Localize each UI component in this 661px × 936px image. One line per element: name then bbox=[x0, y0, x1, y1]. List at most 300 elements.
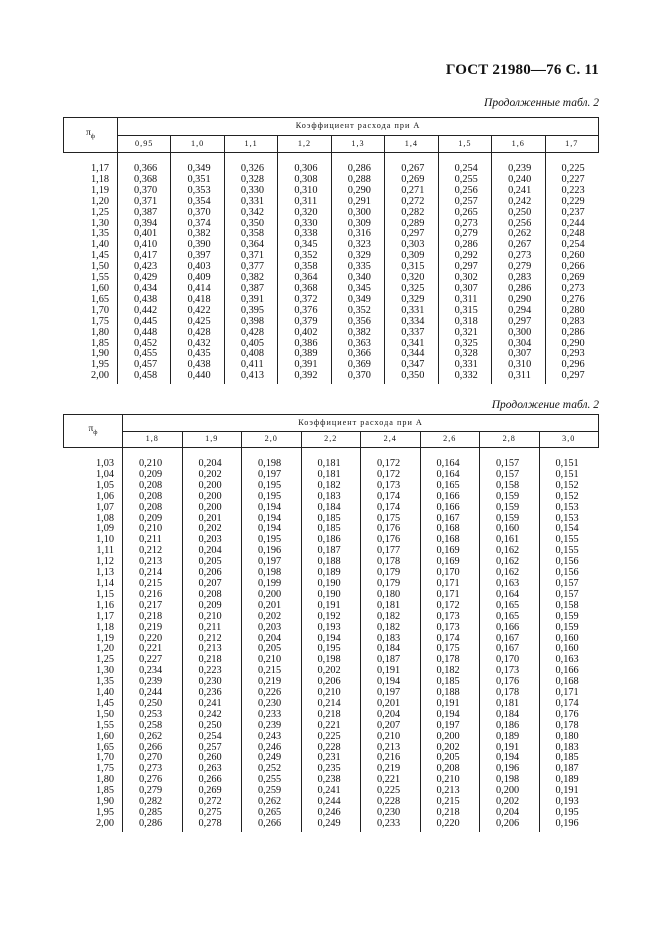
coefficient-cell: 0,162 bbox=[480, 557, 540, 568]
coefficient-cell: 0,438 bbox=[171, 360, 224, 371]
coefficient-cell: 0,178 bbox=[539, 721, 599, 732]
coefficient-cell: 0,178 bbox=[420, 655, 480, 666]
coefficient-cell: 0,258 bbox=[123, 721, 183, 732]
coefficient-cell: 0,323 bbox=[331, 240, 384, 251]
coefficient-cell: 0,203 bbox=[182, 535, 242, 546]
coefficient-cell: 0,311 bbox=[278, 197, 331, 208]
coefficient-cell: 0,371 bbox=[118, 197, 171, 208]
coefficient-cell: 0,168 bbox=[420, 535, 480, 546]
pressure-ratio-cell: 1,12 bbox=[95, 556, 114, 568]
coefficient-cell: 0,194 bbox=[242, 524, 302, 535]
table-row bbox=[64, 732, 599, 743]
coefficient-cell: 0,205 bbox=[242, 644, 302, 655]
coefficient-cell: 0,185 bbox=[301, 524, 361, 535]
coefficient-cell: 0,255 bbox=[242, 775, 302, 786]
coefficient-cell: 0,207 bbox=[182, 579, 242, 590]
coefficient-cell: 0,266 bbox=[123, 743, 183, 754]
coefficient-cell: 0,289 bbox=[385, 219, 438, 230]
pressure-ratio-cell: 1,03 bbox=[95, 458, 114, 469]
coefficient-cell: 0,246 bbox=[242, 743, 302, 754]
coefficient-cell: 0,172 bbox=[420, 601, 480, 612]
coefficient-cell: 0,159 bbox=[480, 503, 540, 514]
coefficient-cell: 0,241 bbox=[492, 186, 545, 197]
pressure-ratio-cell: 1,85 bbox=[95, 785, 114, 797]
coefficient-cell: 0,288 bbox=[331, 175, 384, 186]
coefficient-cell: 0,286 bbox=[545, 328, 599, 339]
coefficient-cell: 0,243 bbox=[242, 732, 302, 743]
pressure-ratio-cell: 1,55 bbox=[90, 272, 109, 284]
coefficient-cell: 0,200 bbox=[420, 732, 480, 743]
coefficient-cell: 0,173 bbox=[420, 623, 480, 634]
pressure-ratio-symbol: π bbox=[85, 127, 91, 138]
pressure-ratio-cell: 2,00 bbox=[95, 817, 114, 829]
coefficient-cell: 0,286 bbox=[331, 153, 384, 175]
coefficient-cell: 0,209 bbox=[182, 601, 242, 612]
coefficient-cell: 0,448 bbox=[118, 328, 171, 339]
coefficient-cell: 0,217 bbox=[123, 601, 183, 612]
coefficient-cell: 0,282 bbox=[123, 797, 183, 808]
coefficient-cell: 0,350 bbox=[224, 219, 277, 230]
coefficient-cell: 0,189 bbox=[480, 732, 540, 743]
coefficient-cell: 0,169 bbox=[420, 546, 480, 557]
coefficient-cell: 0,240 bbox=[492, 175, 545, 186]
coefficient-cell: 0,394 bbox=[118, 219, 171, 230]
coefficient-cell: 0,206 bbox=[301, 677, 361, 688]
coefficient-cell: 0,260 bbox=[182, 753, 242, 764]
coefficient-cell: 0,223 bbox=[182, 666, 242, 677]
coefficient-cell: 0,344 bbox=[385, 349, 438, 360]
coefficient-cell: 0,190 bbox=[301, 590, 361, 601]
coefficient-cell: 0,438 bbox=[118, 295, 171, 306]
coefficient-cell: 0,273 bbox=[438, 219, 491, 230]
column-header-a-value: 2,2 bbox=[301, 432, 361, 448]
coefficient-cell: 0,213 bbox=[420, 786, 480, 797]
coefficient-cell: 0,272 bbox=[385, 197, 438, 208]
coefficient-cell: 0,156 bbox=[539, 557, 599, 568]
coefficient-cell: 0,414 bbox=[171, 284, 224, 295]
coefficient-cell: 0,283 bbox=[545, 317, 599, 328]
coefficient-cell: 0,163 bbox=[480, 579, 540, 590]
coefficient-cell: 0,236 bbox=[182, 688, 242, 699]
coefficient-cell: 0,226 bbox=[242, 688, 302, 699]
coefficient-cell: 0,178 bbox=[480, 688, 540, 699]
coefficient-cell: 0,202 bbox=[242, 612, 302, 623]
coefficient-cell: 0,185 bbox=[539, 753, 599, 764]
coefficient-cell: 0,267 bbox=[492, 240, 545, 251]
coefficient-cell: 0,176 bbox=[361, 535, 421, 546]
coefficient-cell: 0,179 bbox=[361, 568, 421, 579]
coefficient-cell: 0,423 bbox=[118, 262, 171, 273]
coefficient-cell: 0,233 bbox=[361, 819, 421, 832]
coefficient-cell: 0,152 bbox=[539, 492, 599, 503]
coefficient-cell: 0,204 bbox=[361, 710, 421, 721]
coefficient-cell: 0,171 bbox=[420, 579, 480, 590]
coefficient-cell: 0,321 bbox=[438, 328, 491, 339]
pressure-ratio-cell: 1,45 bbox=[90, 250, 109, 262]
coefficient-cell: 0,151 bbox=[539, 448, 599, 470]
coefficient-cell: 0,325 bbox=[385, 284, 438, 295]
coefficient-cell: 0,198 bbox=[242, 448, 302, 470]
coefficient-cell: 0,315 bbox=[438, 306, 491, 317]
coefficient-cell: 0,372 bbox=[278, 295, 331, 306]
coefficient-cell: 0,198 bbox=[242, 568, 302, 579]
coefficient-cell: 0,165 bbox=[420, 481, 480, 492]
coefficient-cell: 0,440 bbox=[171, 371, 224, 384]
table-row bbox=[64, 153, 599, 175]
coefficient-cell: 0,200 bbox=[182, 503, 242, 514]
column-header-a-value: 2,4 bbox=[361, 432, 421, 448]
coefficient-cell: 0,294 bbox=[492, 306, 545, 317]
column-header-a-value: 1,6 bbox=[492, 136, 545, 153]
pressure-ratio-cell: 1,20 bbox=[90, 195, 109, 207]
coefficient-cell: 0,238 bbox=[301, 775, 361, 786]
coefficient-cell: 0,428 bbox=[171, 328, 224, 339]
coefficient-cell: 0,387 bbox=[118, 208, 171, 219]
coefficient-cell: 0,196 bbox=[539, 819, 599, 832]
coefficient-cell: 0,204 bbox=[182, 448, 242, 470]
coefficient-cell: 0,185 bbox=[420, 677, 480, 688]
coefficient-cell: 0,417 bbox=[118, 251, 171, 262]
coefficient-cell: 0,262 bbox=[242, 797, 302, 808]
coefficient-cell: 0,187 bbox=[539, 764, 599, 775]
coefficient-cell: 0,212 bbox=[182, 634, 242, 645]
pressure-ratio-cell: 1,05 bbox=[95, 479, 114, 491]
coefficient-cell: 0,331 bbox=[224, 197, 277, 208]
coefficient-cell: 0,175 bbox=[420, 644, 480, 655]
coefficient-cell: 0,356 bbox=[331, 317, 384, 328]
column-header-a-value: 3,0 bbox=[539, 432, 599, 448]
coefficient-cell: 0,370 bbox=[118, 186, 171, 197]
coefficient-cell: 0,315 bbox=[385, 262, 438, 273]
coefficient-cell: 0,208 bbox=[123, 492, 183, 503]
coefficient-cell: 0,307 bbox=[438, 284, 491, 295]
coefficient-cell: 0,279 bbox=[492, 262, 545, 273]
coefficient-cell: 0,154 bbox=[539, 524, 599, 535]
coefficient-cell: 0,165 bbox=[480, 601, 540, 612]
coefficient-cell: 0,271 bbox=[385, 186, 438, 197]
coefficient-cell: 0,195 bbox=[242, 481, 302, 492]
coefficient-cell: 0,239 bbox=[242, 721, 302, 732]
coefficient-cell: 0,206 bbox=[480, 819, 540, 832]
coefficient-cell: 0,325 bbox=[438, 339, 491, 350]
coefficient-cell: 0,170 bbox=[420, 568, 480, 579]
coefficient-cell: 0,161 bbox=[480, 535, 540, 546]
coefficient-cell: 0,320 bbox=[278, 208, 331, 219]
pressure-ratio-cell: 1,09 bbox=[95, 523, 114, 535]
coefficient-cell: 0,195 bbox=[242, 492, 302, 503]
coefficient-cell: 0,230 bbox=[182, 677, 242, 688]
coefficient-cell: 0,366 bbox=[118, 153, 171, 175]
coefficient-cell: 0,401 bbox=[118, 229, 171, 240]
coefficient-cell: 0,195 bbox=[242, 535, 302, 546]
coefficient-cell: 0,208 bbox=[123, 503, 183, 514]
pressure-ratio-cell: 1,70 bbox=[95, 752, 114, 764]
coefficient-cell: 0,435 bbox=[171, 349, 224, 360]
coefficient-cell: 0,183 bbox=[361, 634, 421, 645]
coefficient-cell: 0,181 bbox=[361, 601, 421, 612]
table-row bbox=[64, 819, 599, 832]
coefficient-cell: 0,170 bbox=[480, 655, 540, 666]
coefficient-cell: 0,208 bbox=[182, 590, 242, 601]
coefficient-cell: 0,376 bbox=[278, 306, 331, 317]
coefficient-cell: 0,231 bbox=[301, 753, 361, 764]
coefficient-cell: 0,342 bbox=[224, 208, 277, 219]
coefficient-cell: 0,167 bbox=[420, 514, 480, 525]
pressure-ratio-cell: 1,65 bbox=[90, 293, 109, 305]
coefficient-cell: 0,292 bbox=[438, 251, 491, 262]
coefficient-cell: 0,429 bbox=[118, 273, 171, 284]
coefficient-cell: 0,255 bbox=[438, 175, 491, 186]
coefficient-cell: 0,269 bbox=[182, 786, 242, 797]
coefficient-cell: 0,200 bbox=[182, 492, 242, 503]
coefficient-cell: 0,234 bbox=[123, 666, 183, 677]
coefficient-cell: 0,219 bbox=[242, 677, 302, 688]
pressure-ratio-cell: 1,80 bbox=[90, 326, 109, 338]
coefficient-cell: 0,176 bbox=[361, 524, 421, 535]
coefficient-cell: 0,249 bbox=[242, 753, 302, 764]
coefficient-cell: 0,191 bbox=[361, 666, 421, 677]
coefficient-cell: 0,166 bbox=[539, 666, 599, 677]
coefficient-cell: 0,176 bbox=[539, 710, 599, 721]
coefficient-cell: 0,203 bbox=[242, 623, 302, 634]
pressure-ratio-subscript: ф bbox=[93, 428, 98, 436]
coefficient-cell: 0,338 bbox=[278, 229, 331, 240]
coefficient-cell: 0,204 bbox=[242, 634, 302, 645]
pressure-ratio-header bbox=[64, 118, 118, 153]
coefficient-cell: 0,174 bbox=[420, 634, 480, 645]
table1-continuation-note: Продолженные табл. 2 bbox=[484, 97, 599, 109]
pressure-ratio-cell: 1,08 bbox=[95, 512, 114, 524]
coefficient-cell: 0,185 bbox=[301, 514, 361, 525]
pressure-ratio-cell: 1,70 bbox=[90, 304, 109, 316]
coefficient-cell: 0,458 bbox=[118, 371, 171, 384]
coefficient-cell: 0,279 bbox=[123, 786, 183, 797]
coefficient-cell: 0,273 bbox=[492, 251, 545, 262]
coefficient-cell: 0,254 bbox=[438, 153, 491, 175]
coefficient-cell: 0,349 bbox=[331, 295, 384, 306]
coefficient-cell: 0,172 bbox=[361, 448, 421, 470]
coefficient-cell: 0,302 bbox=[438, 273, 491, 284]
coefficient-cell: 0,193 bbox=[539, 797, 599, 808]
pressure-ratio-cell: 1,19 bbox=[90, 184, 109, 196]
coefficient-cell: 0,171 bbox=[539, 688, 599, 699]
coefficient-cell: 0,159 bbox=[539, 612, 599, 623]
pressure-ratio-cell: 1,50 bbox=[90, 261, 109, 273]
coefficient-cell: 0,308 bbox=[278, 175, 331, 186]
coefficient-cell: 0,330 bbox=[224, 186, 277, 197]
coefficient-cell: 0,382 bbox=[224, 273, 277, 284]
coefficient-cell: 0,218 bbox=[301, 710, 361, 721]
pressure-ratio-cell: 1,50 bbox=[95, 708, 114, 720]
coefficient-cell: 0,304 bbox=[492, 339, 545, 350]
coefficient-cell: 0,254 bbox=[182, 732, 242, 743]
table-row bbox=[64, 197, 599, 208]
coefficient-cell: 0,155 bbox=[539, 535, 599, 546]
coefficient-cell: 0,352 bbox=[331, 306, 384, 317]
coefficient-cell: 0,331 bbox=[385, 306, 438, 317]
pressure-ratio-cell: 1,10 bbox=[95, 534, 114, 546]
pressure-ratio-cell: 1,90 bbox=[90, 348, 109, 360]
coefficient-cell: 0,216 bbox=[123, 590, 183, 601]
coefficient-cell: 0,366 bbox=[331, 349, 384, 360]
coefficient-cell: 0,194 bbox=[361, 677, 421, 688]
coefficient-cell: 0,337 bbox=[385, 328, 438, 339]
coefficient-cell: 0,171 bbox=[420, 590, 480, 601]
coefficient-cell: 0,152 bbox=[539, 481, 599, 492]
coefficient-cell: 0,159 bbox=[480, 514, 540, 525]
coefficient-cell: 0,306 bbox=[278, 153, 331, 175]
coefficient-cell: 0,270 bbox=[123, 753, 183, 764]
discharge-coefficient-table-2 bbox=[63, 414, 599, 832]
coefficient-cell: 0,160 bbox=[539, 634, 599, 645]
pressure-ratio-cell: 2,00 bbox=[90, 370, 109, 382]
coefficient-cell: 0,457 bbox=[118, 360, 171, 371]
coefficient-cell: 0,330 bbox=[278, 219, 331, 230]
coefficient-cell: 0,230 bbox=[242, 699, 302, 710]
coefficient-cell: 0,202 bbox=[182, 524, 242, 535]
coefficient-cell: 0,181 bbox=[301, 448, 361, 470]
coefficient-cell: 0,184 bbox=[480, 710, 540, 721]
coefficient-cell: 0,282 bbox=[385, 208, 438, 219]
coefficient-cell: 0,283 bbox=[492, 273, 545, 284]
coefficient-cell: 0,391 bbox=[278, 360, 331, 371]
coefficient-cell: 0,329 bbox=[385, 295, 438, 306]
pressure-ratio-cell: 1,35 bbox=[95, 676, 114, 688]
coefficient-cell: 0,221 bbox=[123, 644, 183, 655]
coefficient-cell: 0,244 bbox=[123, 688, 183, 699]
coefficient-cell: 0,180 bbox=[361, 590, 421, 601]
coefficient-cell: 0,208 bbox=[420, 764, 480, 775]
coefficient-cell: 0,318 bbox=[438, 317, 491, 328]
coefficient-cell: 0,370 bbox=[331, 371, 384, 384]
pressure-ratio-cell: 1,65 bbox=[95, 741, 114, 753]
coefficient-cell: 0,225 bbox=[361, 786, 421, 797]
coefficient-cell: 0,204 bbox=[480, 808, 540, 819]
coefficient-cell: 0,275 bbox=[182, 808, 242, 819]
pressure-ratio-cell: 1,40 bbox=[90, 239, 109, 251]
coefficient-cell: 0,300 bbox=[331, 208, 384, 219]
coefficient-cell: 0,201 bbox=[361, 699, 421, 710]
coefficient-cell: 0,186 bbox=[301, 535, 361, 546]
coefficient-cell: 0,196 bbox=[242, 546, 302, 557]
column-header-a-value: 1,3 bbox=[331, 136, 384, 153]
coefficient-cell: 0,273 bbox=[545, 284, 599, 295]
coefficient-cell: 0,286 bbox=[123, 819, 183, 832]
coefficient-cell: 0,266 bbox=[545, 262, 599, 273]
coefficient-cell: 0,201 bbox=[182, 514, 242, 525]
coefficient-cell: 0,425 bbox=[171, 317, 224, 328]
coefficient-cell: 0,151 bbox=[539, 470, 599, 481]
pressure-ratio-cell: 1,17 bbox=[90, 163, 109, 174]
coefficient-cell: 0,201 bbox=[242, 601, 302, 612]
table-row bbox=[64, 492, 599, 503]
coefficient-cell: 0,345 bbox=[331, 284, 384, 295]
coefficient-cell: 0,428 bbox=[224, 328, 277, 339]
coefficient-cell: 0,205 bbox=[182, 557, 242, 568]
coefficient-cell: 0,187 bbox=[361, 655, 421, 666]
column-header-a-value: 1,2 bbox=[278, 136, 331, 153]
coefficient-cell: 0,184 bbox=[361, 644, 421, 655]
coefficient-cell: 0,286 bbox=[492, 284, 545, 295]
pressure-ratio-cell: 1,25 bbox=[90, 206, 109, 218]
coefficient-cell: 0,320 bbox=[385, 273, 438, 284]
coefficient-cell: 0,347 bbox=[385, 360, 438, 371]
coefficient-cell: 0,210 bbox=[361, 732, 421, 743]
coefficient-cell: 0,159 bbox=[539, 623, 599, 634]
coefficient-cell: 0,351 bbox=[171, 175, 224, 186]
coefficient-cell: 0,195 bbox=[539, 808, 599, 819]
coefficient-cell: 0,225 bbox=[301, 732, 361, 743]
coefficient-cell: 0,250 bbox=[182, 721, 242, 732]
coefficient-cell: 0,328 bbox=[438, 349, 491, 360]
coefficient-cell: 0,216 bbox=[361, 753, 421, 764]
coefficient-cell: 0,233 bbox=[242, 710, 302, 721]
coefficient-cell: 0,452 bbox=[118, 339, 171, 350]
coefficient-cell: 0,202 bbox=[301, 666, 361, 677]
coefficient-cell: 0,369 bbox=[331, 360, 384, 371]
coefficient-cell: 0,182 bbox=[361, 612, 421, 623]
coefficient-cell: 0,265 bbox=[438, 208, 491, 219]
coefficient-cell: 0,167 bbox=[480, 644, 540, 655]
coefficient-cell: 0,190 bbox=[301, 579, 361, 590]
coefficient-cell: 0,256 bbox=[492, 219, 545, 230]
coefficient-cell: 0,290 bbox=[545, 339, 599, 350]
coefficient-cell: 0,364 bbox=[224, 240, 277, 251]
column-header-a-value: 1,7 bbox=[545, 136, 599, 153]
coefficient-cell: 0,157 bbox=[539, 579, 599, 590]
pressure-ratio-cell: 1,40 bbox=[95, 687, 114, 699]
coefficient-cell: 0,206 bbox=[182, 568, 242, 579]
coefficient-cell: 0,164 bbox=[420, 448, 480, 470]
table2-continuation-note: Продолжение табл. 2 bbox=[491, 399, 599, 411]
pressure-ratio-cell: 1,04 bbox=[95, 468, 114, 480]
coefficient-cell: 0,326 bbox=[224, 153, 277, 175]
coefficient-cell: 0,209 bbox=[123, 470, 183, 481]
table-row bbox=[64, 503, 599, 514]
coefficient-cell: 0,309 bbox=[331, 219, 384, 230]
coefficient-cell: 0,205 bbox=[420, 753, 480, 764]
coefficient-cell: 0,340 bbox=[331, 273, 384, 284]
coefficient-cell: 0,303 bbox=[385, 240, 438, 251]
coefficient-cell: 0,395 bbox=[224, 306, 277, 317]
coefficient-cell: 0,262 bbox=[492, 229, 545, 240]
coefficient-cell: 0,202 bbox=[420, 743, 480, 754]
coefficient-cell: 0,256 bbox=[438, 186, 491, 197]
coefficient-cell: 0,156 bbox=[539, 568, 599, 579]
table-row bbox=[64, 448, 599, 470]
column-header-a-value: 0,95 bbox=[118, 136, 171, 153]
table-row bbox=[64, 623, 599, 634]
coefficient-cell: 0,227 bbox=[545, 175, 599, 186]
pressure-ratio-cell: 1,14 bbox=[95, 577, 114, 589]
discharge-coefficient-group-header: Коэффициент расхода при A bbox=[123, 415, 599, 432]
pressure-ratio-subscript: ф bbox=[90, 132, 95, 140]
coefficient-cell: 0,189 bbox=[539, 775, 599, 786]
coefficient-cell: 0,278 bbox=[182, 819, 242, 832]
pressure-ratio-cell: 1,85 bbox=[90, 337, 109, 349]
coefficient-cell: 0,200 bbox=[182, 481, 242, 492]
pressure-ratio-cell: 1,75 bbox=[90, 315, 109, 327]
coefficient-cell: 0,228 bbox=[301, 743, 361, 754]
coefficient-cell: 0,165 bbox=[480, 612, 540, 623]
coefficient-cell: 0,300 bbox=[492, 328, 545, 339]
coefficient-cell: 0,220 bbox=[123, 634, 183, 645]
coefficient-cell: 0,290 bbox=[331, 186, 384, 197]
pressure-ratio-cell: 1,06 bbox=[95, 490, 114, 502]
coefficient-cell: 0,410 bbox=[118, 240, 171, 251]
coefficient-cell: 0,297 bbox=[545, 371, 599, 384]
coefficient-cell: 0,341 bbox=[385, 339, 438, 350]
